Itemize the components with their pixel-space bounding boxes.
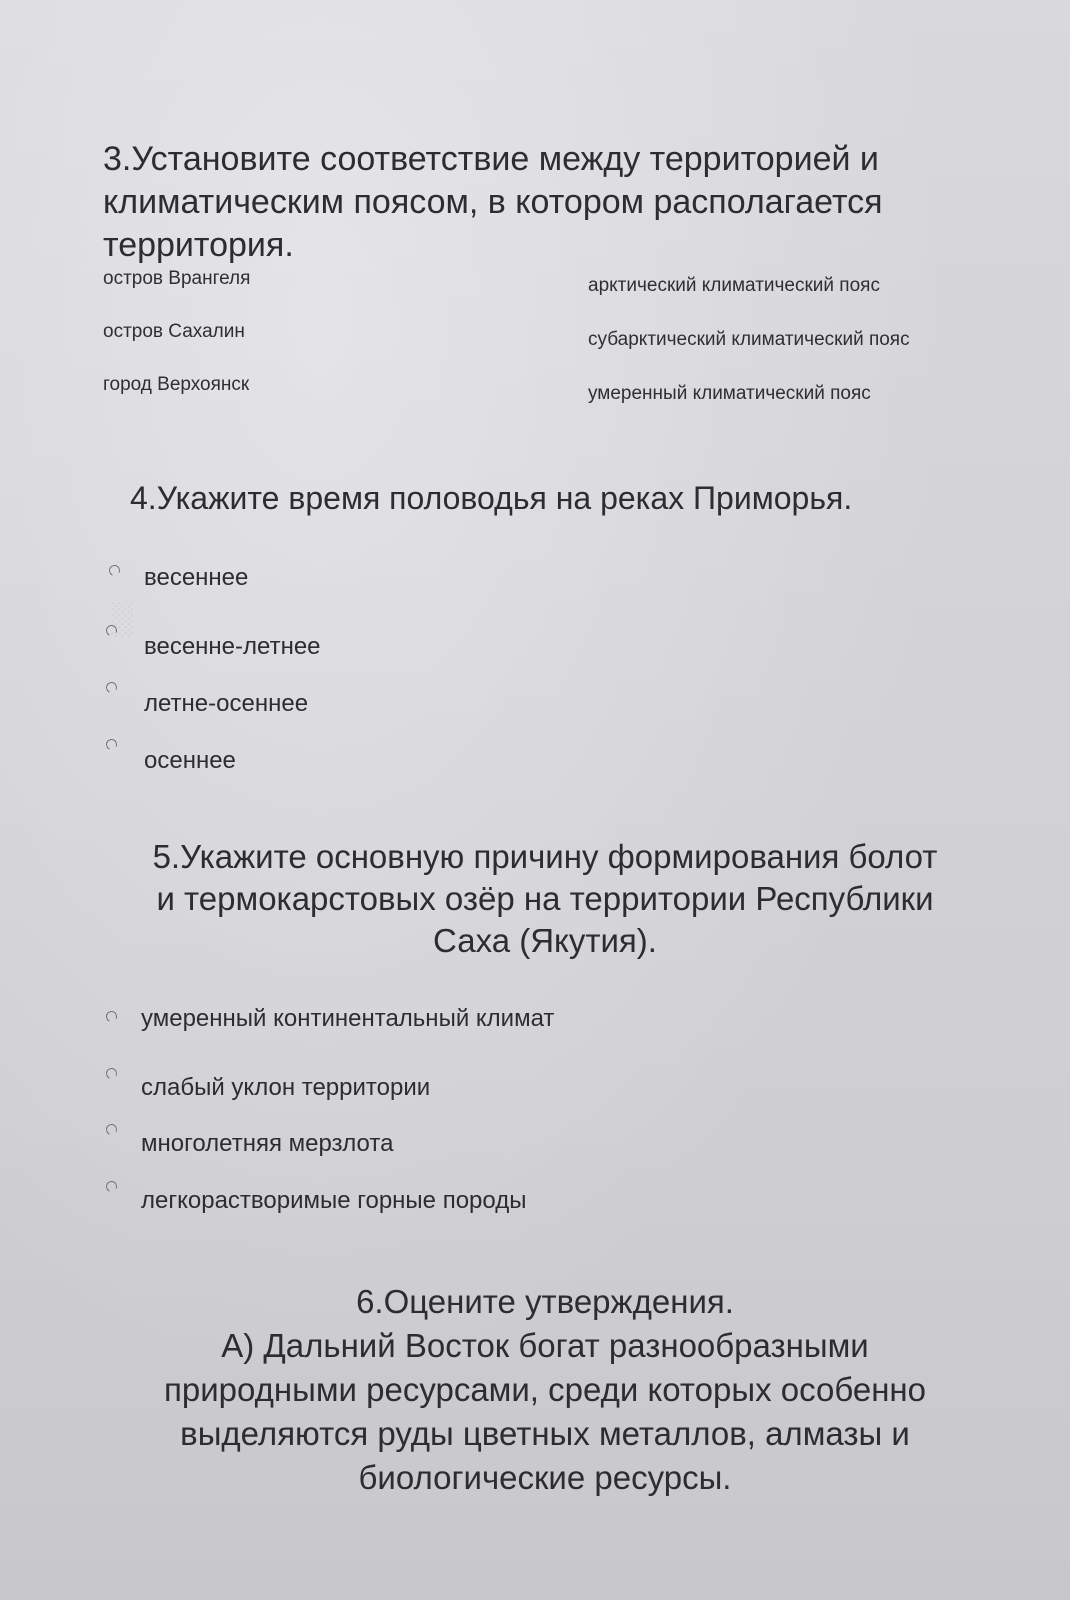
q5-option-label: умеренный континентальный климат [141,1005,555,1032]
q4-option[interactable] [106,625,117,636]
question-6-text-line: А) Дальний Восток богат разнообразными [221,1327,869,1364]
q5-option[interactable] [106,1011,117,1022]
q4-option[interactable] [106,739,117,750]
radio-button-icon[interactable] [104,1122,118,1136]
q4-option-label: осеннее [144,747,236,774]
question-5-title-line: Саха (Якутия). [433,922,657,959]
q5-option-label: легкорастворимые горные породы [141,1187,527,1214]
question-6-text-line: 6.Оцените утверждения. [356,1283,734,1320]
q4-option-label: весеннее [144,564,249,591]
q4-option[interactable] [109,565,120,576]
question-3-title-line: климатическим поясом, в котором располагается [103,183,883,221]
territory-item: остров Сахалин [103,321,245,342]
radio-button-icon[interactable] [104,737,118,751]
bleed-through-text: ░ [110,600,133,636]
radio-button-icon[interactable] [104,1179,118,1193]
q4-option-label: весенне-летнее [144,633,321,660]
q5-option[interactable] [106,1068,117,1079]
question-5-title-line: и термокарстовых озёр на территории Республики [156,880,934,917]
radio-button-icon[interactable] [104,623,118,637]
territory-item: остров Врангеля [103,268,251,289]
q4-option-label: летне-осеннее [144,690,309,717]
radio-button-icon[interactable] [104,680,118,694]
question-3-title-line: территория. [103,226,294,264]
radio-button-icon[interactable] [107,563,121,577]
radio-button-icon[interactable] [104,1009,118,1023]
question-3-title [103,138,1003,267]
question-6-text-line: биологические ресурсы. [358,1459,732,1496]
question-3-title-line: 3.Установите соответствие между территорией и [103,140,879,178]
climate-belt-item: арктический климатический пояс [588,275,880,296]
q5-option-label: слабый уклон территории [141,1074,431,1101]
question-4-title: 4.Укажите время половодья на реках Приморья. [130,480,853,516]
question-6-text-line: природными ресурсами, среди которых особенно [164,1371,926,1408]
q5-option-label: многолетняя мерзлота [141,1130,394,1157]
territory-item: город Верхоянск [103,374,250,395]
question-6-text [95,1280,995,1500]
q5-option[interactable] [106,1181,117,1192]
question-6-text-line: выделяются руды цветных металлов, алмазы и [180,1415,910,1452]
radio-button-icon[interactable] [104,1066,118,1080]
climate-belt-item: умеренный климатический пояс [588,383,871,404]
climate-belt-item: субарктический климатический пояс [588,329,910,350]
question-5-title-line: 5.Укажите основную причину формирования болот [152,838,938,875]
q4-option[interactable] [106,682,117,693]
question-5-title [95,836,995,962]
q5-option[interactable] [106,1124,117,1135]
